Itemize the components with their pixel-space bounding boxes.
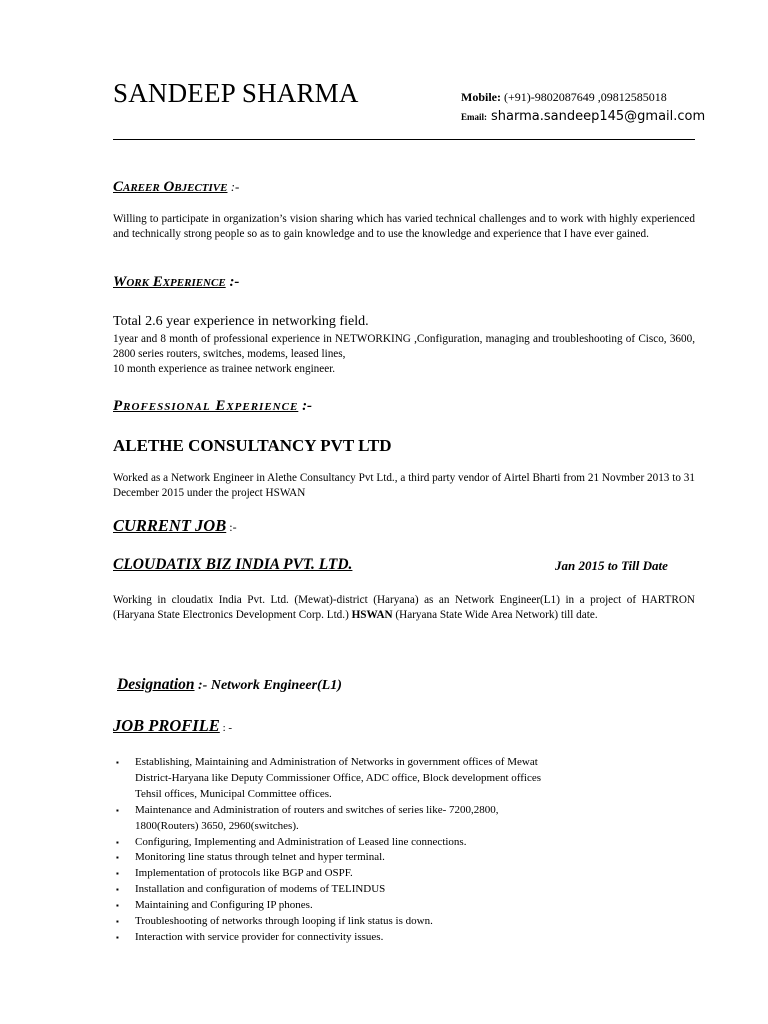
work-experience-summary: Total 2.6 year experience in networking field. (113, 314, 369, 329)
list-item-line: Maintenance and Administration of routers and switches of series like- 7200,2800, (135, 803, 499, 816)
job-profile-title: JOB PROFILE (113, 716, 220, 735)
list-item-line: Interaction with service provider for connectivity issues. (135, 930, 384, 943)
career-objective-text: Willing to participate in organization’s vision sharing which has varied technical challenges and to work with highly experienced and technically strong people so as to gain knowledge and to use the knowledge and experience that I have ever gained. (113, 213, 695, 240)
list-item-line: Installation and configuration of modems of TELINDUS (135, 883, 386, 896)
list-item (116, 866, 706, 882)
job-profile-list (116, 755, 706, 946)
alethe-company-name: ALETHE CONSULTANCY PVT LTD (113, 436, 392, 455)
cloudatix-company-name: CLOUDATIX BIZ INDIA PVT. LTD. (113, 556, 353, 573)
mobile-label: Mobile: (461, 90, 501, 104)
list-item-line: Troubleshooting of networks through looping if link status is down. (135, 915, 433, 928)
current-job-dates: Jan 2015 to Till Date (555, 558, 668, 573)
list-item (116, 803, 706, 835)
list-item-line: Maintaining and Configuring IP phones. (135, 899, 313, 912)
bullet-icon: ▪ (116, 805, 119, 815)
email-value[interactable]: sharma.sandeep145@gmail.com (491, 109, 706, 124)
list-item (116, 930, 706, 946)
candidate-name: SANDEEP SHARMA (113, 78, 359, 108)
mobile-value: (+91)-9802087649 ,09812585018 (501, 90, 667, 104)
current-job-suffix: :- (226, 520, 237, 534)
job-profile-heading (113, 716, 232, 736)
job-profile-suffix: : - (219, 722, 233, 734)
career-objective-title: Career Objective (113, 179, 228, 195)
list-item (116, 835, 706, 851)
list-item-line: Tehsil offices, Municipal Committee offices. (135, 787, 332, 800)
list-item-line: District-Haryana like Deputy Commissioner Office, ADC office, Block development offices (135, 771, 541, 784)
list-item (116, 914, 706, 930)
bullet-icon: ▪ (116, 758, 119, 767)
designation-line (117, 676, 342, 694)
designation-value: :- Network Engineer(L1) (194, 678, 342, 693)
career-objective-suffix: :- (227, 179, 240, 194)
list-item (116, 898, 706, 914)
email-label: Email: (461, 112, 487, 122)
current-job-heading (113, 516, 237, 536)
bullet-icon: ▪ (116, 885, 119, 895)
mobile-contact (461, 90, 667, 105)
header-divider (113, 139, 695, 140)
list-item-line: Establishing, Maintaining and Administration of Networks in government offices of Mewat (135, 756, 538, 768)
bullet-icon: ▪ (116, 932, 119, 942)
current-job-title: CURRENT JOB (113, 516, 227, 535)
bullet-icon: ▪ (116, 917, 119, 927)
list-item-line: Configuring, Implementing and Administration of Leased line connections. (135, 835, 467, 848)
designation-label: Designation (117, 676, 195, 693)
list-item (116, 882, 706, 898)
work-experience-line-1: 1year and 8 month of professional experience in NETWORKING ,Configuration, managing and troubleshooting of Cisco, 3600, 2800 series routers, switches, modems, leased lines, (113, 333, 695, 360)
career-objective-heading (113, 178, 239, 196)
bullet-icon: ▪ (116, 853, 119, 863)
bullet-icon: ▪ (116, 869, 119, 879)
professional-experience-heading (113, 397, 312, 415)
work-experience-title: Work Experience (113, 274, 226, 290)
hswan-bold: HSWAN (351, 609, 393, 621)
bullet-icon: ▪ (116, 901, 119, 911)
list-item (116, 850, 706, 866)
work-experience-line-2: 10 month experience as trainee network engineer. (113, 363, 336, 375)
bullet-icon: ▪ (116, 837, 119, 847)
cloudatix-description-a: Working in cloudatix India Pvt. Ltd. (Mewat)-district (Haryana) as an Network Engineer(L1) in a project of HARTRON (Haryana State Electronics Development Corp. Ltd.) (113, 594, 695, 621)
list-item-line: 1800(Routers) 3650, 2960(switches). (135, 819, 299, 832)
list-item (116, 755, 706, 803)
professional-experience-suffix: :- (298, 398, 313, 414)
list-item-line: Implementation of protocols like BGP and OSPF. (135, 867, 353, 880)
email-contact (461, 109, 705, 124)
alethe-description: Worked as a Network Engineer in Alethe Consultancy Pvt Ltd., a third party vendor of Airtel Bharti from 21 Novmber 2013 to 31 December 2015 under the project HSWAN (113, 472, 695, 499)
cloudatix-description-b: (Haryana State Wide Area Network) till date. (392, 609, 598, 621)
professional-experience-title: Professional Experience (113, 398, 299, 414)
work-experience-suffix: :- (225, 274, 240, 290)
cloudatix-description (113, 593, 695, 623)
work-experience-heading (113, 273, 239, 291)
list-item-line: Monitoring line status through telnet and hyper terminal. (135, 851, 385, 864)
